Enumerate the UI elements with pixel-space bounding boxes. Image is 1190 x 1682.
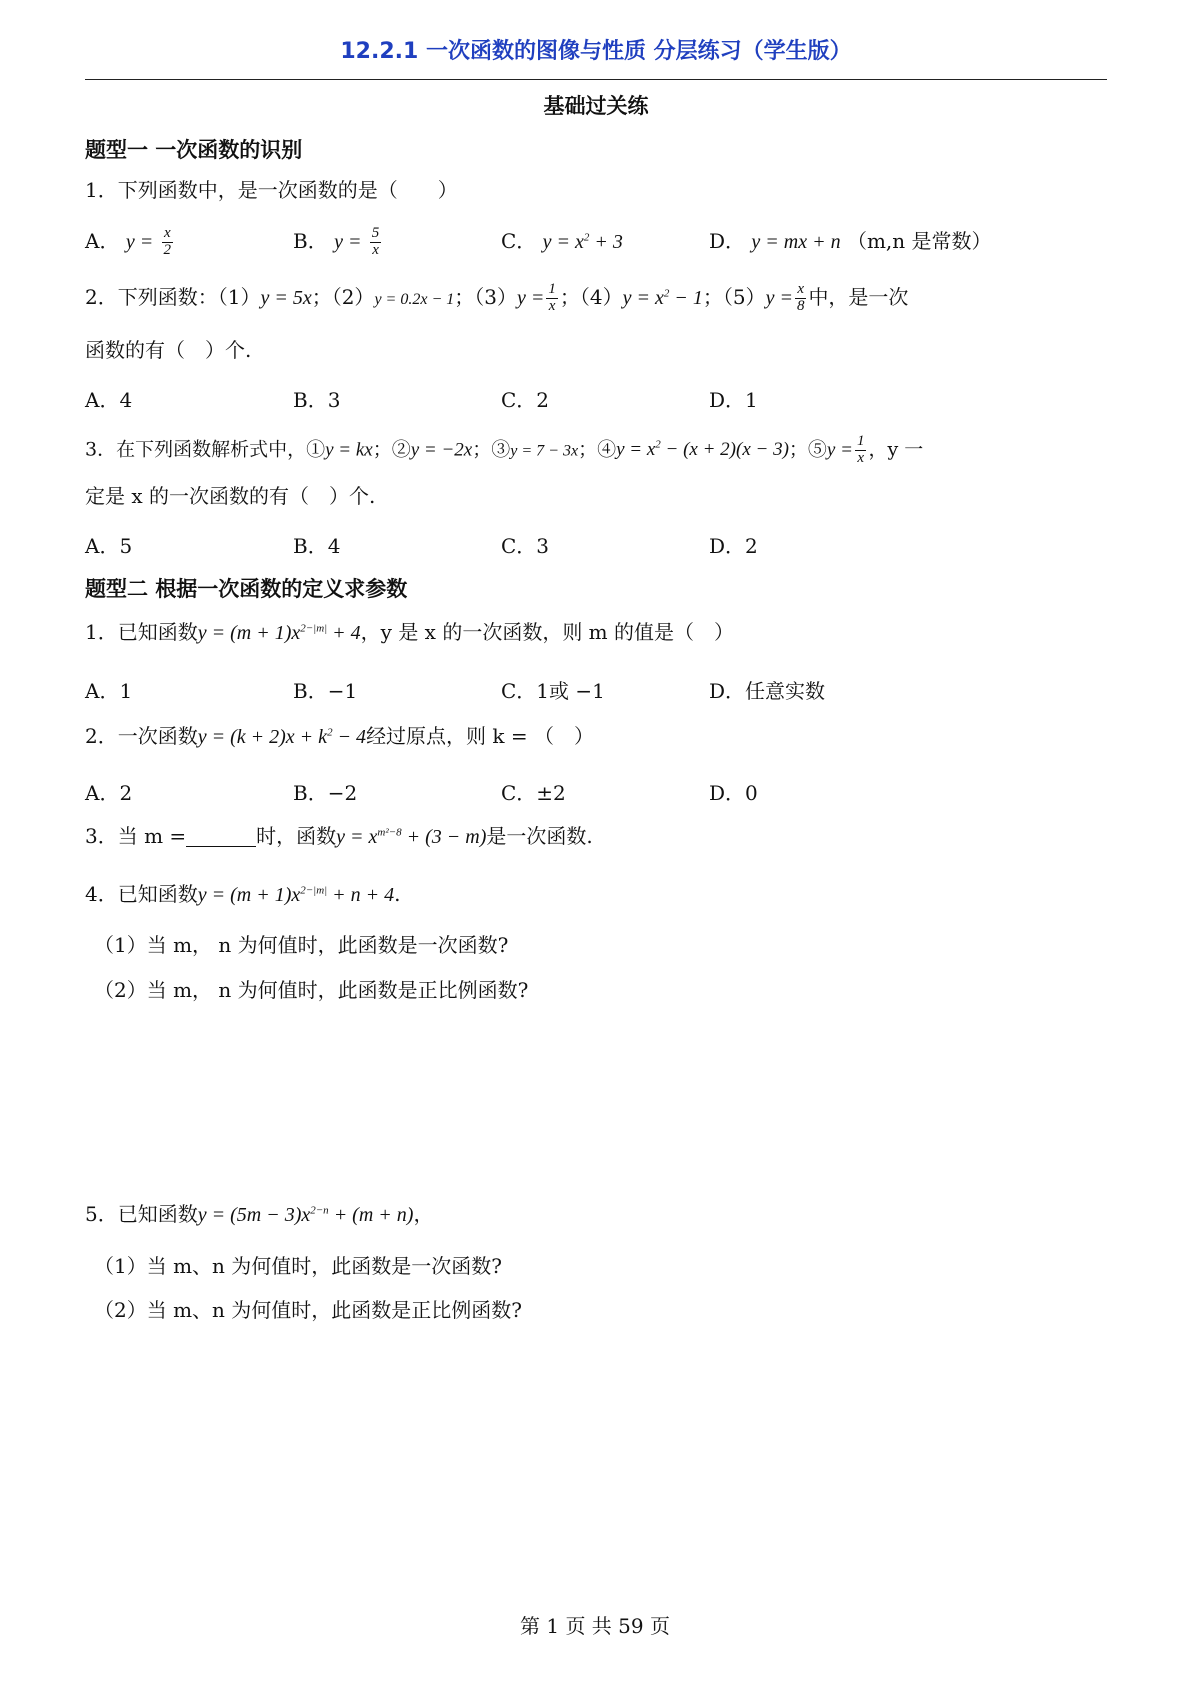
section-title: 基础过关练 — [543, 94, 649, 118]
fraction: $\frac{x}{8}$ — [796, 281, 805, 314]
header-rule — [85, 79, 1107, 80]
t2-q2-stem: 2．一次函数$y = (k + 2)x + k^2 - 4$经过原点，则 k = （ ） — [85, 724, 595, 748]
t1-q3-option-b: B．4 — [293, 534, 341, 558]
t1-q3-options — [85, 530, 1107, 570]
t1-q2-options — [85, 384, 1107, 424]
page-header-title: 12.2.1 一次函数的图像与性质 分层练习（学生版） — [340, 39, 852, 64]
t1-q2-option-c: C．2 — [501, 388, 550, 412]
t1-q1-option-b: B． y = $\frac{5}{x}$ — [293, 225, 380, 258]
t1-q1-option-c: C． $y = x^2 + 3$ — [501, 229, 623, 253]
t2-q2-option-c: C．±2 — [501, 781, 566, 805]
fraction: $\frac{1}{x}$ — [548, 281, 556, 314]
fraction: $\frac{5}{x}$ — [371, 225, 380, 258]
t1-q1-option-a: A． y = $\frac{x}{2}$ — [85, 225, 172, 258]
t2-q1-option-c: C．1或 −1 — [501, 679, 605, 703]
t2-q1-stem: 1．已知函数$y = (m + 1)x^{2-|m|} + 4$，y 是 x 的一次函数，则 m 的值是（ ） — [85, 620, 735, 644]
t2-q4-sub1: （1）当 m， n 为何值时，此函数是一次函数? — [94, 933, 509, 957]
t2-q2-option-d: D．0 — [709, 781, 758, 805]
fraction: $\frac{x}{2}$ — [163, 225, 172, 258]
t2-q4-stem: 4．已知函数$y = (m + 1)x^{2-|m|} + n + 4$. — [85, 882, 401, 906]
fraction: $\frac{1}{x}$ — [856, 433, 865, 466]
t1-q3-option-d: D．2 — [709, 534, 758, 558]
t2-q5-sub2: （2）当 m、n 为何值时，此函数是正比例函数? — [94, 1298, 523, 1322]
t2-q1-option-b: B．−1 — [293, 679, 358, 703]
t1-q1-options — [85, 225, 1107, 265]
t2-q2-options — [85, 777, 1107, 817]
t1-q3-option-a: A．5 — [85, 534, 133, 558]
type1-heading: 题型一 一次函数的识别 — [85, 138, 303, 162]
t1-q2-option-d: D．1 — [709, 388, 758, 412]
answer-blank[interactable] — [186, 826, 256, 847]
t2-q1-option-a: A．1 — [85, 679, 133, 703]
t1-q3-option-c: C．3 — [501, 534, 550, 558]
t1-q3-stem-line2: 定是 x 的一次函数的有（ ）个. — [85, 484, 376, 508]
t1-q1-stem: 1．下列函数中，是一次函数的是（ ） — [85, 178, 458, 202]
t2-q2-option-a: A．2 — [85, 781, 133, 805]
t1-q2-stem: 2．下列函数：（1）y = 5x；（2）y = 0.2x − 1；（3）y = $\frac{1}{x}$ ；$(4)y = x^2 - 1$；（5）y = $\frac{x}{8}$ 中，是一次 — [85, 281, 909, 314]
type2-heading: 题型二 根据一次函数的定义求参数 — [85, 577, 408, 601]
page-footer: 第 1 页 共 59 页 — [520, 1614, 670, 1638]
t2-q1-options — [85, 675, 1107, 715]
t1-q2-option-b: B．3 — [293, 388, 341, 412]
t2-q5-sub1: （1）当 m、n 为何值时，此函数是一次函数? — [94, 1254, 503, 1278]
t2-q3-stem: 3．当 m = 时，函数$y = x^{m^2-8} + (3 - m)$是一次函数. — [85, 824, 593, 848]
t2-q4-sub2: （2）当 m， n 为何值时，此函数是正比例函数? — [94, 978, 529, 1002]
t1-q3-stem: 3．在下列函数解析式中，①y = kx；②y = −2x；③y = 7 − 3x；④y = $x^2 - (x + 2)(x - 3)$；⑤y = $\frac{1}{x}$ ，y 一 — [85, 433, 924, 466]
t1-q2-stem-line2: 函数的有（ ）个. — [85, 338, 252, 362]
t2-q1-option-d: D．任意实数 — [709, 679, 826, 703]
t2-q2-option-b: B．−2 — [293, 781, 358, 805]
t2-q5-stem: 5．已知函数$y = (5m - 3)x^{2-n} + (m + n)$， — [85, 1202, 434, 1226]
t1-q1-option-d: D． y = mx + n （m,n 是常数） — [709, 229, 992, 253]
t1-q2-option-a: A．4 — [85, 388, 133, 412]
